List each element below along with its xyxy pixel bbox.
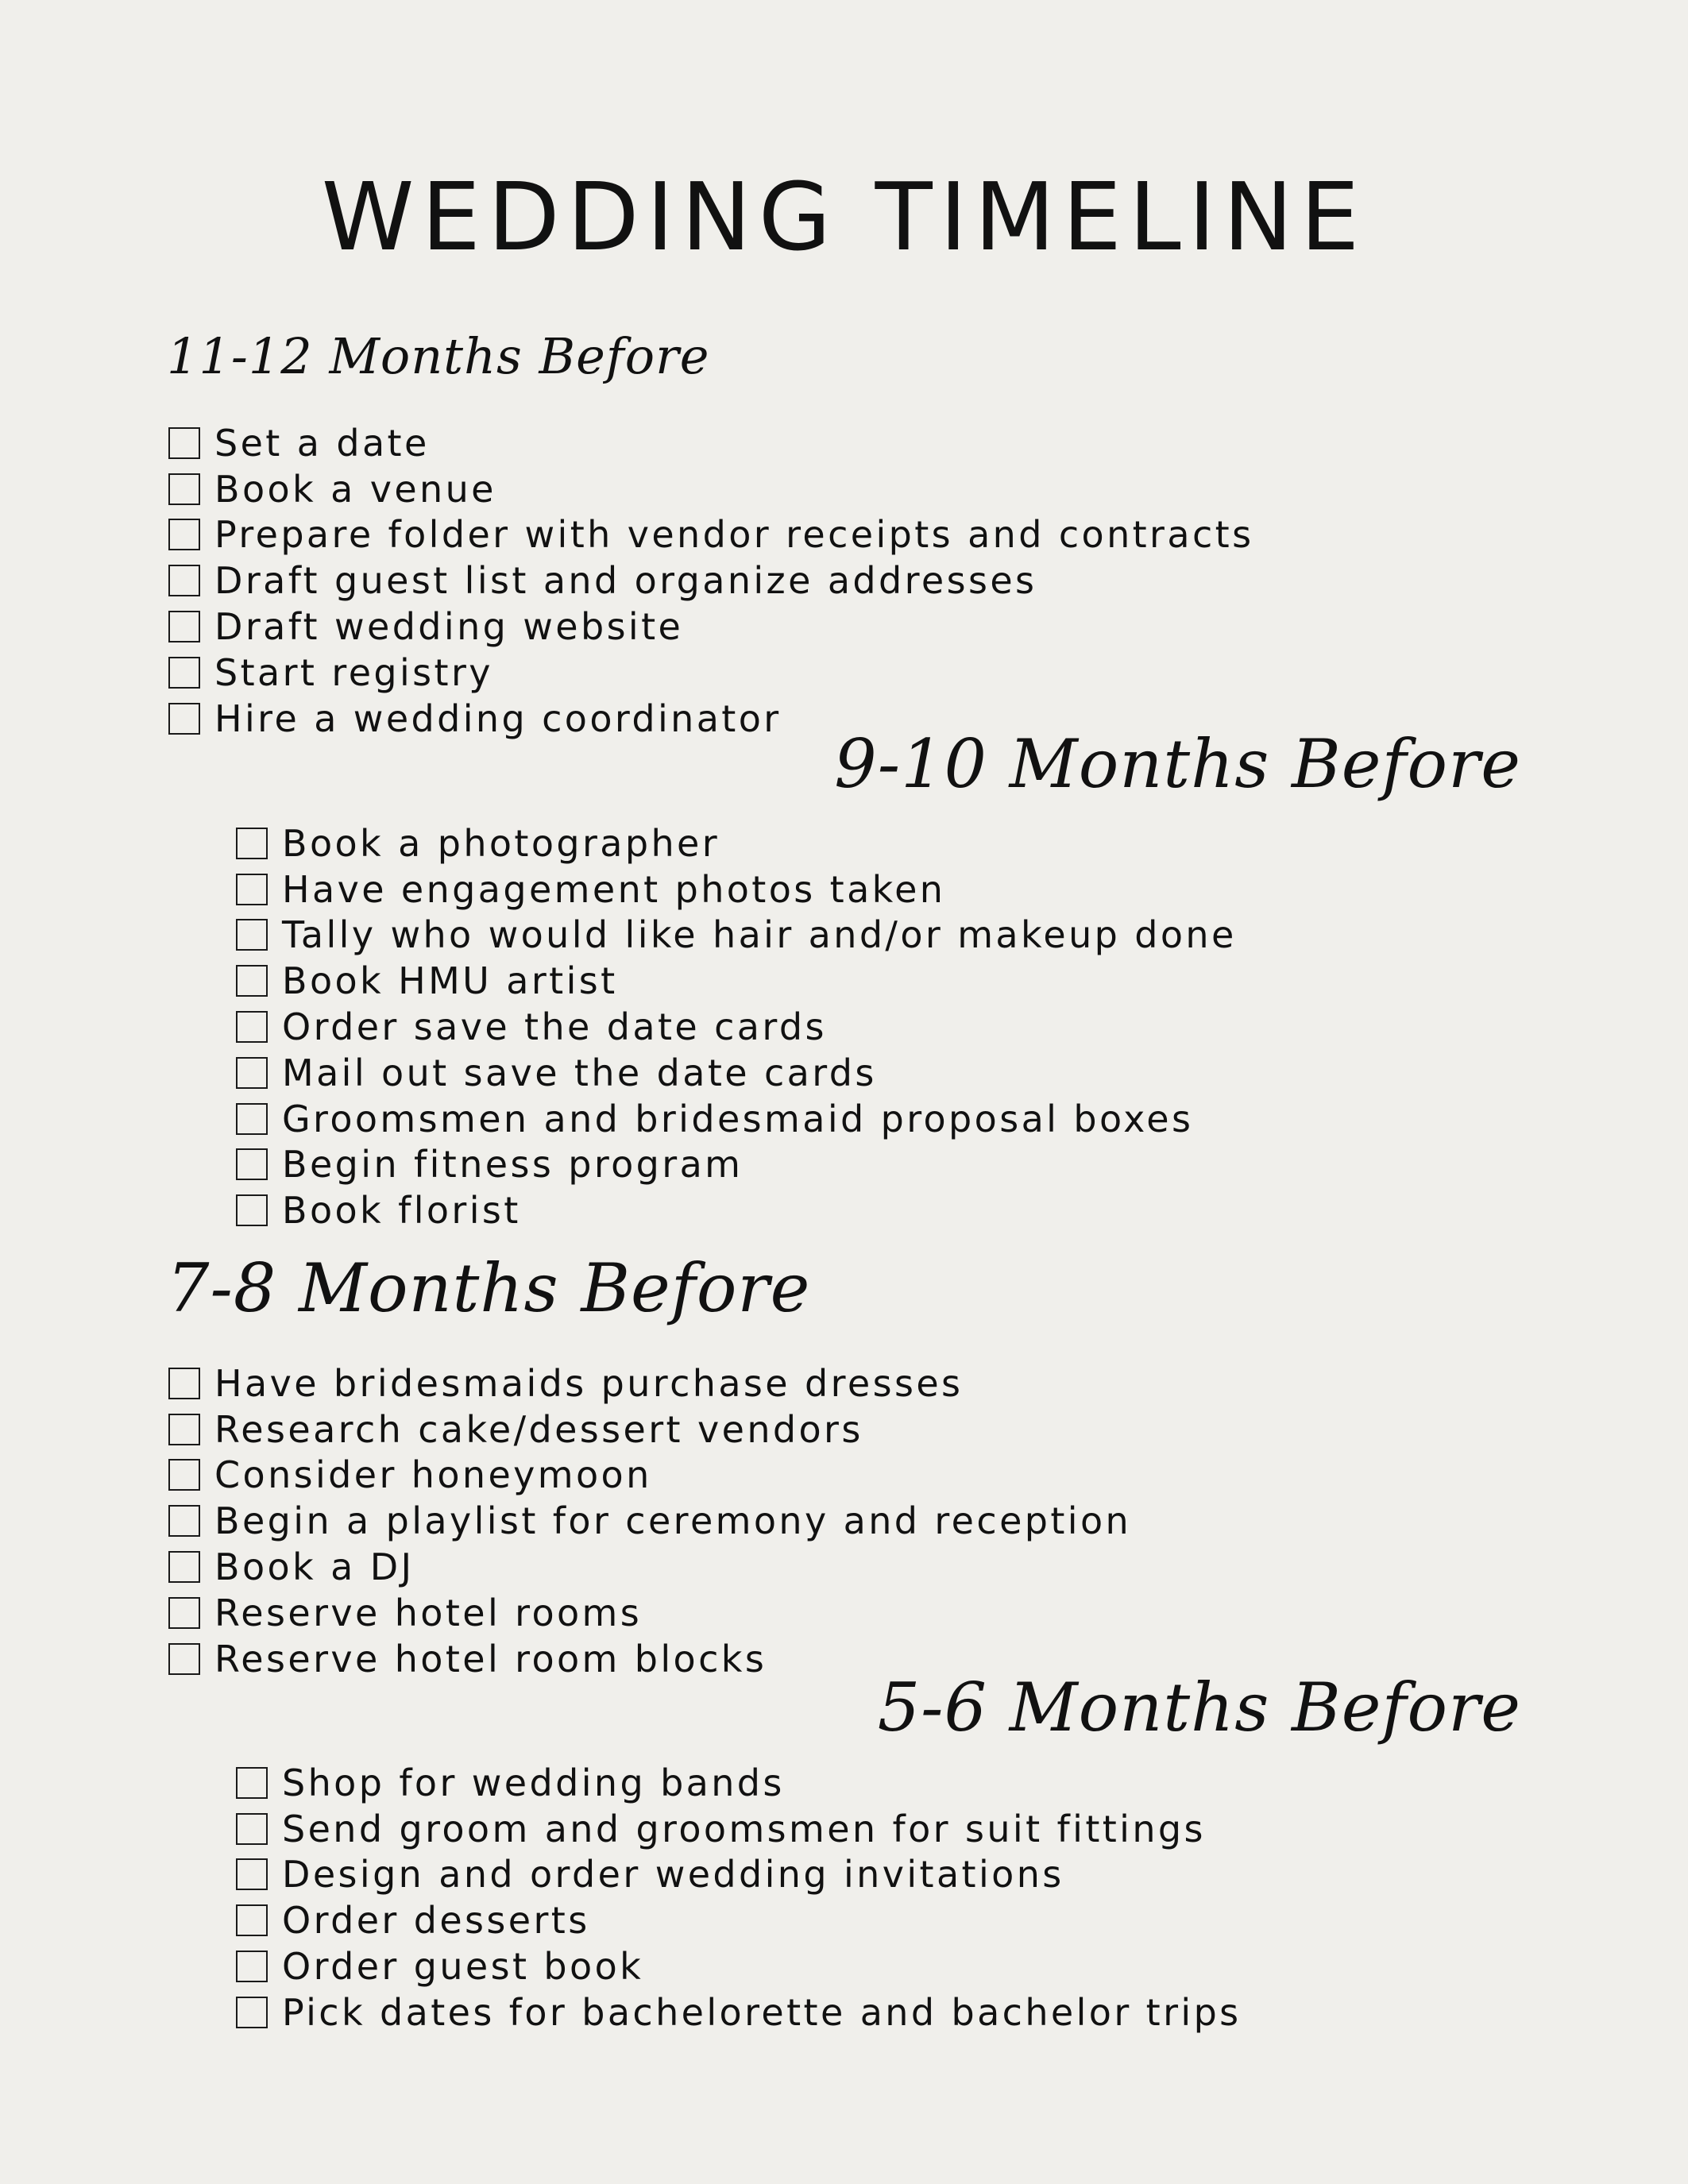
checkbox[interactable] bbox=[236, 919, 268, 951]
checkbox[interactable] bbox=[236, 965, 268, 997]
checkbox[interactable] bbox=[236, 1858, 268, 1890]
checklist-item-label: Prepare folder with vendor receipts and contracts bbox=[214, 513, 1254, 557]
checklist-item-label: Consider honeymoon bbox=[214, 1453, 652, 1497]
checkbox[interactable] bbox=[236, 1997, 268, 2028]
checklist-item-label: Draft guest list and organize addresses bbox=[214, 559, 1037, 603]
checklist-item bbox=[236, 1852, 1242, 1898]
checkbox[interactable] bbox=[236, 1011, 268, 1043]
page-title: WEDDING TIMELINE bbox=[321, 162, 1367, 272]
checkbox[interactable] bbox=[236, 1904, 268, 1936]
checklist-item-label: Mail out save the date cards bbox=[282, 1051, 877, 1094]
checklist-item-label: Order save the date cards bbox=[282, 1005, 827, 1049]
checklist-item bbox=[236, 1142, 1237, 1188]
checklist-item bbox=[236, 1897, 1242, 1943]
checklist-item-label: Book HMU artist bbox=[282, 959, 618, 1003]
checklist-item-label: Design and order wedding invitations bbox=[282, 1853, 1064, 1897]
checkbox[interactable] bbox=[168, 519, 200, 550]
checklist-item-label: Have engagement photos taken bbox=[282, 867, 946, 911]
checklist-item-label: Tally who would like hair and/or makeup done bbox=[282, 913, 1237, 957]
checkbox[interactable] bbox=[236, 1148, 268, 1180]
checkbox[interactable] bbox=[168, 1459, 200, 1491]
checklist-item bbox=[168, 1453, 1131, 1499]
section-heading-5-6-months: 5-6 Months Before bbox=[877, 1669, 1521, 1746]
checklist-item-label: Shop for wedding bands bbox=[282, 1761, 785, 1804]
checklist-item bbox=[168, 1498, 1131, 1544]
checkbox[interactable] bbox=[236, 1813, 268, 1845]
checklist-item-label: Set a date bbox=[214, 421, 430, 465]
checklist-item-label: Book a venue bbox=[214, 467, 496, 511]
checklist-item-label: Groomsmen and bridesmaid proposal boxes bbox=[282, 1097, 1194, 1140]
section-heading-7-8-months: 7-8 Months Before bbox=[167, 1249, 811, 1327]
checklist-9-10-months bbox=[236, 820, 1237, 1233]
checklist-7-8-months bbox=[168, 1360, 1131, 1682]
checklist-item bbox=[236, 1050, 1237, 1096]
checklist-item bbox=[236, 1943, 1242, 1989]
checklist-item bbox=[236, 1096, 1237, 1142]
checklist-item-label: Draft wedding website bbox=[214, 605, 684, 649]
checkbox[interactable] bbox=[236, 1103, 268, 1135]
checklist-item-label: Have bridesmaids purchase dresses bbox=[214, 1361, 964, 1405]
checklist-item bbox=[236, 913, 1237, 959]
checkbox[interactable] bbox=[168, 1414, 200, 1445]
checklist-item bbox=[236, 1004, 1237, 1050]
checklist-item-label: Reserve hotel rooms bbox=[214, 1591, 643, 1634]
checklist-item bbox=[168, 512, 1253, 558]
checklist-item-label: Begin a playlist for ceremony and reception bbox=[214, 1499, 1132, 1543]
checkbox[interactable] bbox=[168, 1643, 200, 1675]
checkbox[interactable] bbox=[168, 703, 200, 735]
section-heading-9-10-months: 9-10 Months Before bbox=[834, 725, 1521, 803]
checkbox[interactable] bbox=[168, 1551, 200, 1583]
checklist-item-label: Begin fitness program bbox=[282, 1143, 744, 1187]
checklist-item bbox=[168, 1590, 1131, 1636]
checklist-item-label: Hire a wedding coordinator bbox=[214, 696, 782, 740]
checklist-item bbox=[168, 558, 1253, 604]
checklist-item bbox=[168, 420, 1253, 466]
checklist-item bbox=[236, 820, 1237, 866]
checklist-item-label: Pick dates for bachelorette and bachelor trips bbox=[282, 1990, 1242, 2034]
checklist-item bbox=[236, 958, 1237, 1004]
checklist-item-label: Order desserts bbox=[282, 1899, 590, 1943]
checkbox[interactable] bbox=[168, 657, 200, 689]
checkbox[interactable] bbox=[168, 565, 200, 596]
checklist-item bbox=[236, 866, 1237, 913]
checklist-item-label: Start registry bbox=[214, 650, 493, 694]
checkbox[interactable] bbox=[168, 427, 200, 459]
checklist-item bbox=[236, 1187, 1237, 1233]
checklist-item bbox=[168, 1544, 1131, 1590]
checklist-item-label: Reserve hotel room blocks bbox=[214, 1637, 767, 1680]
checklist-5-6-months bbox=[236, 1760, 1242, 2035]
checklist-item bbox=[236, 1760, 1242, 1806]
checklist-item-label: Research cake/dessert vendors bbox=[214, 1407, 863, 1451]
checkbox[interactable] bbox=[168, 1597, 200, 1629]
checkbox[interactable] bbox=[168, 1505, 200, 1537]
checklist-item bbox=[168, 650, 1253, 696]
checkbox[interactable] bbox=[236, 828, 268, 859]
checkbox[interactable] bbox=[236, 1767, 268, 1799]
checklist-item bbox=[168, 1406, 1131, 1453]
checkbox[interactable] bbox=[236, 1194, 268, 1226]
checklist-11-12-months bbox=[168, 420, 1253, 742]
checkbox[interactable] bbox=[236, 1951, 268, 1982]
checkbox[interactable] bbox=[236, 874, 268, 905]
checklist-item bbox=[168, 604, 1253, 650]
checklist-item bbox=[168, 1360, 1131, 1406]
checklist-item-label: Book a DJ bbox=[214, 1545, 415, 1589]
checkbox[interactable] bbox=[236, 1057, 268, 1089]
section-heading-11-12-months: 11-12 Months Before bbox=[167, 327, 710, 385]
checklist-item bbox=[168, 466, 1253, 512]
checkbox[interactable] bbox=[168, 611, 200, 642]
checkbox[interactable] bbox=[168, 1368, 200, 1399]
checklist-item-label: Order guest book bbox=[282, 1945, 644, 1989]
checklist-item-label: Book florist bbox=[282, 1189, 521, 1233]
checklist-item bbox=[236, 1806, 1242, 1852]
checkbox[interactable] bbox=[168, 473, 200, 505]
checklist-item bbox=[236, 1989, 1242, 2035]
checklist-item-label: Send groom and groomsmen for suit fittings bbox=[282, 1807, 1206, 1850]
checklist-item-label: Book a photographer bbox=[282, 821, 720, 865]
